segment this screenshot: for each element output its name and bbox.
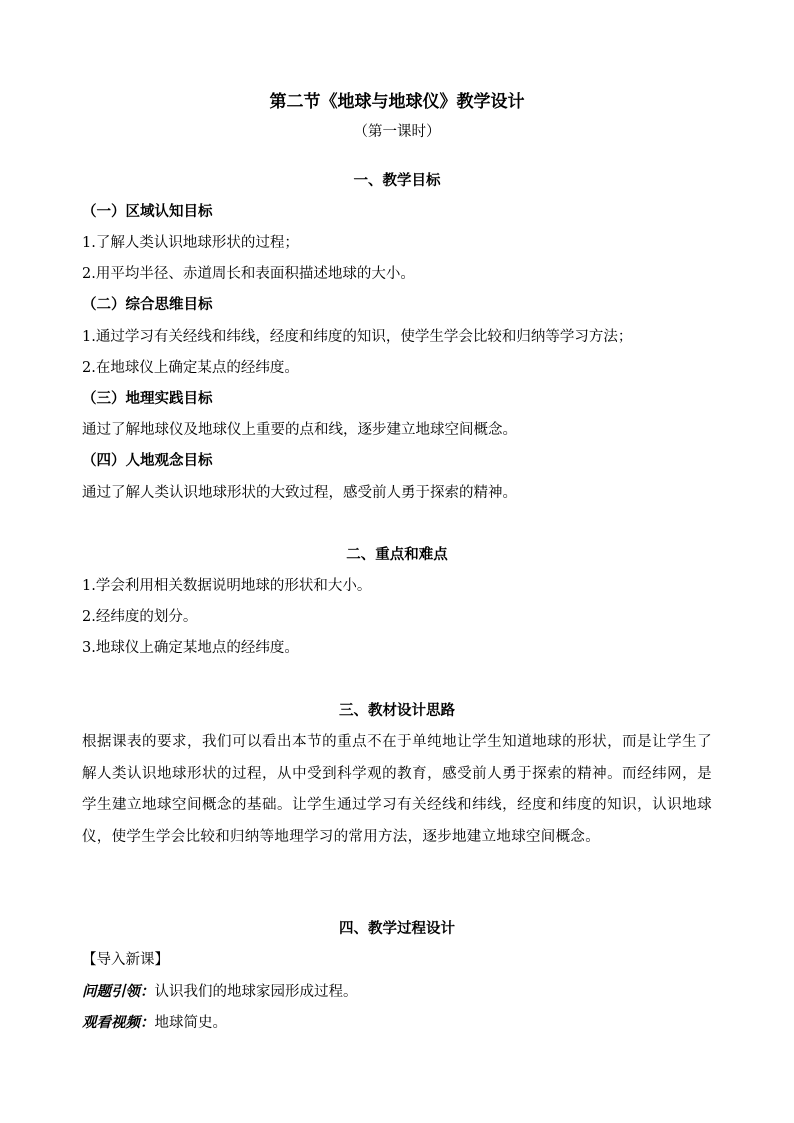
subheading-human-land-concept: （四）人地观念目标 xyxy=(82,452,213,469)
subheading-regional-cognition: （一）区域认知目标 xyxy=(82,203,213,220)
question-guide-line xyxy=(82,982,712,1002)
section-heading-objectives: 一、教学目标 xyxy=(353,172,441,189)
video-watch-line xyxy=(82,1013,712,1033)
list-item: 3.地球仪上确定某地点的经纬度。 xyxy=(82,640,299,656)
document-subtitle: （第一课时） xyxy=(353,124,441,140)
list-item: 1.学会利用相关数据说明地球的形状和大小。 xyxy=(82,578,372,594)
section-heading-key-points: 二、重点和难点 xyxy=(346,546,448,563)
video-watch-text: 地球简史。 xyxy=(154,1015,227,1031)
list-item: 通过了解人类认识地球形状的大致过程，感受前人勇于探索的精神。 xyxy=(82,485,517,501)
design-ideas-paragraph: 根据课表的要求，我们可以看出本节的重点不在于单纯地让学生知道地球的形状，而是让学生了解人类认识地球形状的过程，从中受到科学观的教育，感受前人勇于探索的精神。而经纬网，是学生建立地球空间概念的基础。让学生通过学习有关经线和纬线，经度和纬度的知识，认识地球仪，使学生学会比较和归纳等地理学习的常用方法，逐步地建立地球空间概念。 xyxy=(82,734,712,845)
subheading-geographic-practice: （三）地理实践目标 xyxy=(82,390,213,407)
list-item: 2.用平均半径、赤道周长和表面积描述地球的大小。 xyxy=(82,266,415,282)
question-guide-label: 问题引领： xyxy=(82,983,155,1000)
video-watch-label: 观看视频： xyxy=(82,1014,155,1031)
list-item: 通过了解地球仪及地球仪上重要的点和线，逐步建立地球空间概念。 xyxy=(82,422,517,438)
subheading-comprehensive-thinking: （二）综合思维目标 xyxy=(82,296,213,313)
list-item: 1.通过学习有关经线和纬线，经度和纬度的知识，使学生学会比较和归纳等学习方法； xyxy=(82,329,633,345)
section-heading-design-ideas: 三、教材设计思路 xyxy=(339,702,455,719)
document-title: 第二节《地球与地球仪》教学设计 xyxy=(269,92,525,112)
list-item: 2.经纬度的划分。 xyxy=(82,609,198,625)
list-item: 2.在地球仪上确定某点的经纬度。 xyxy=(82,360,299,376)
list-item: 1.了解人类认识地球形状的过程； xyxy=(82,235,299,251)
question-guide-text: 认识我们的地球家园形成过程。 xyxy=(154,984,358,1000)
section-heading-teaching-process: 四、教学过程设计 xyxy=(339,920,455,937)
intro-label: 【导入新课】 xyxy=(82,952,169,968)
